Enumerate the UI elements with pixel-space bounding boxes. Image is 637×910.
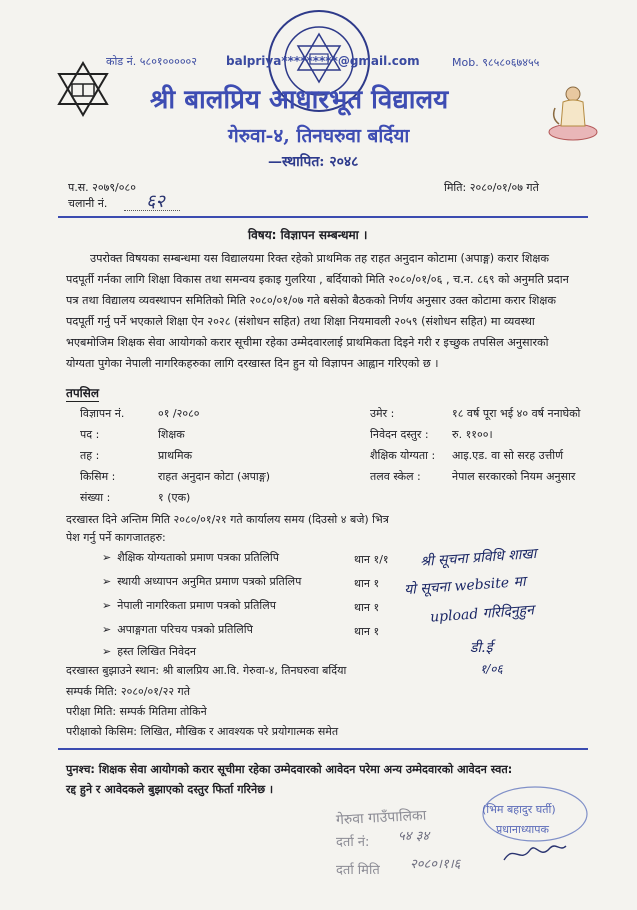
paragraph-line: पदपूर्ती गर्नका लागि शिक्षा विकास तथा समन्वय इकाइ गुलरिया , बर्दियाको मिति २०८०/०१/०६ , च.न. ८६९ को अनुमति प्रदान: [66, 273, 569, 286]
tapsil-label: संख्या :: [80, 491, 111, 504]
document-count: थान १: [354, 601, 380, 614]
chalani-label: चलानी नं.: [68, 197, 108, 210]
tapsil-label: उमेर :: [370, 407, 395, 420]
handwritten-note-line: यो सूचना website मा: [403, 573, 527, 599]
tapsil-label: किसिम :: [80, 470, 116, 483]
document-count: थान १: [354, 625, 380, 638]
document-text: स्थायी अध्यापन अनुमित प्रमाण पत्रको प्रतिलिप: [117, 575, 302, 588]
fiscal-year: प.स. २०७९/०८०: [68, 181, 136, 194]
school-name: श्री बालप्रिय आधारभूत विद्यालय: [150, 85, 449, 115]
received-stamp-date-label: दर्ता मिति: [336, 863, 380, 878]
school-email: balpriya*********@gmail.com: [226, 54, 420, 68]
paragraph-line: पत्र तथा विद्यालय व्यवस्थापन समितिको मिति २०८०/०१/०७ गते बसेको बैठकको निर्णय अनुसार उक्त कोटामा करार शिक्षक: [66, 294, 557, 307]
handwritten-note-line: श्री सूचना प्रविधि शाखा: [419, 545, 537, 571]
school-address: गेरुवा-४, तिनघरुवा बर्दिया: [228, 125, 410, 147]
letter-date: मिति: २०८०/०१/०७ गते: [444, 181, 539, 194]
handwritten-initial: डी.ई: [470, 640, 493, 656]
document-count: थान १: [354, 577, 380, 590]
header-divider: [58, 216, 588, 218]
tapsil-label: पद :: [80, 428, 100, 441]
document-item: [102, 622, 253, 637]
document-text: शैक्षिक योग्यताको प्रमाण पत्रका प्रतिलिपि: [117, 551, 280, 564]
tapsil-label: निवेदन दस्तुर :: [370, 428, 429, 441]
tapsil-value: राहत अनुदान कोटा (अपाङ्ग): [158, 470, 270, 483]
document-item: [102, 574, 301, 589]
tapsil-value: प्राथमिक: [158, 449, 193, 462]
head-teacher-title: प्रधानाध्यापक: [496, 823, 549, 836]
paragraph-line: उपरोक्त विषयका सम्बन्धमा यस विद्यालयमा रिक्त रहेको प्राथमिक तह राहत अनुदान कोटामा (अपाङ्ग) करार शिक्षक: [90, 252, 549, 265]
document-count: थान १/१: [354, 553, 389, 566]
tapsil-value: शिक्षक: [158, 428, 185, 441]
tapsil-value: ०१ /२०८०: [158, 407, 200, 420]
document-text: अपाङ्गगता परिचय पत्रको प्रतिलिपि: [117, 623, 253, 636]
arrow-bullet-icon: ➢: [102, 623, 112, 636]
established-text: स्थापित: २०४८: [282, 154, 359, 170]
tapsil-heading: तपसिल: [66, 386, 100, 400]
arrow-bullet-icon: ➢: [102, 599, 112, 612]
submission-line: सम्पर्क मिति: २०८०/०१/२२ गते: [66, 685, 191, 698]
document-item: [102, 644, 196, 659]
school-code: कोड नं. ५८०१०००००२: [106, 55, 197, 68]
document-item: [102, 550, 279, 565]
documents-label: पेश गर्नु पर्ने कागजातहरु:: [66, 531, 166, 544]
tapsil-label: शैक्षिक योग्यता :: [370, 449, 436, 462]
arrow-bullet-icon: ➢: [102, 551, 112, 564]
deadline-line: दरखास्त दिने अन्तिम मिति २०८०/०१/२१ गते कार्यालय समय (दिउसो ४ बजे) भित्र: [66, 513, 389, 526]
received-stamp-office: गेरुवा गाउँपालिका: [335, 807, 427, 829]
school-mobile: Mob. ९८५८०६७४५५: [452, 56, 540, 69]
footer-divider: [58, 748, 588, 750]
handwritten-note-line: upload गरिदिनुहुन: [429, 602, 535, 626]
tapsil-label: तह :: [80, 449, 100, 462]
arrow-bullet-icon: ➢: [102, 575, 112, 588]
tapsil-label: तलव स्केल :: [370, 470, 421, 483]
tapsil-value: नेपाल सरकारको नियम अनुसार: [452, 470, 576, 483]
postscript-line: पुनश्च: शिक्षक सेवा आयोगको करार सूचीमा रहेका उम्मेदवारको आवेदन परेमा अन्य उम्मेदवारको आवेदन स्वत:: [66, 763, 513, 776]
paragraph-line: योग्यता पुगेका नेपाली नागरिकहरुका लागि दरखास्त दिन हुन यो विज्ञापन आह्वान गरिएको छ ।: [66, 357, 439, 370]
postscript-line: रद्द हुने र आवेदकले बुझाएको दस्तुर फिर्ता गरिनेछ ।: [66, 783, 274, 796]
received-stamp-date: २०८०।१।६: [410, 857, 461, 872]
handwritten-initial-date: १/०६: [480, 662, 503, 676]
school-emblem-icon: [54, 60, 112, 118]
received-stamp-number: ५४ ३४: [398, 829, 430, 844]
body-paragraph: [66, 248, 586, 374]
subject-line: विषय: विज्ञापन सम्बन्धमा ।: [248, 228, 368, 242]
document-text: हस्त लिखित निवेदन: [117, 645, 197, 658]
chalani-underline: [124, 210, 180, 211]
received-stamp-number-label: दर्ता नं:: [336, 835, 370, 850]
tapsil-value: आइ.एड. वा सो सरह उत्तीर्ण: [452, 449, 564, 462]
tapsil-value: १ (एक): [158, 491, 191, 504]
paragraph-line: पदपूर्ती गर्नु पर्ने भएकाले शिक्षा ऐन २०२८ (संशोधन सहित) तथा शिक्षा नियमावली २०५९ (संशोधन सहित) मा व्यवस्था: [66, 315, 535, 328]
signature-icon: [500, 838, 570, 868]
document-item: [102, 598, 276, 613]
arrow-bullet-icon: ➢: [102, 645, 112, 658]
tapsil-label: विज्ञापन नं.: [80, 407, 125, 420]
submission-line: परीक्षा मिति: सम्पर्क मितिमा तोकिने: [66, 705, 207, 718]
document-text: नेपाली नागरिकता प्रमाण पत्रको प्रतिलिप: [117, 599, 276, 612]
submission-line: परीक्षाको किसिम: लिखित, मौखिक र आवश्यक परे प्रयोगात्मक समेत: [66, 725, 339, 738]
head-teacher-name: (भिम बहादुर घर्ती): [482, 803, 556, 816]
school-established: —स्थापित: २०४८: [268, 154, 359, 170]
saraswati-icon: [545, 78, 601, 142]
tapsil-value: रु. ११००।: [452, 428, 493, 441]
paragraph-line: भएबमोजिम शिक्षक सेवा आयोगको करार सूचीमा रहेका उम्मेदवारलाई प्राथमिकता दिइने गरी र इच्छुक तपसिल अनुसारको: [66, 336, 549, 349]
chalani-number: ६२: [146, 191, 165, 212]
submission-line: दरखास्त बुझाउने स्थान: श्री बालप्रिय आ.वि. गेरुवा-४, तिनघरुवा बर्दिया: [66, 664, 347, 677]
tapsil-value: १८ वर्ष पूरा भई ४० वर्ष ननाघेको: [452, 407, 581, 420]
